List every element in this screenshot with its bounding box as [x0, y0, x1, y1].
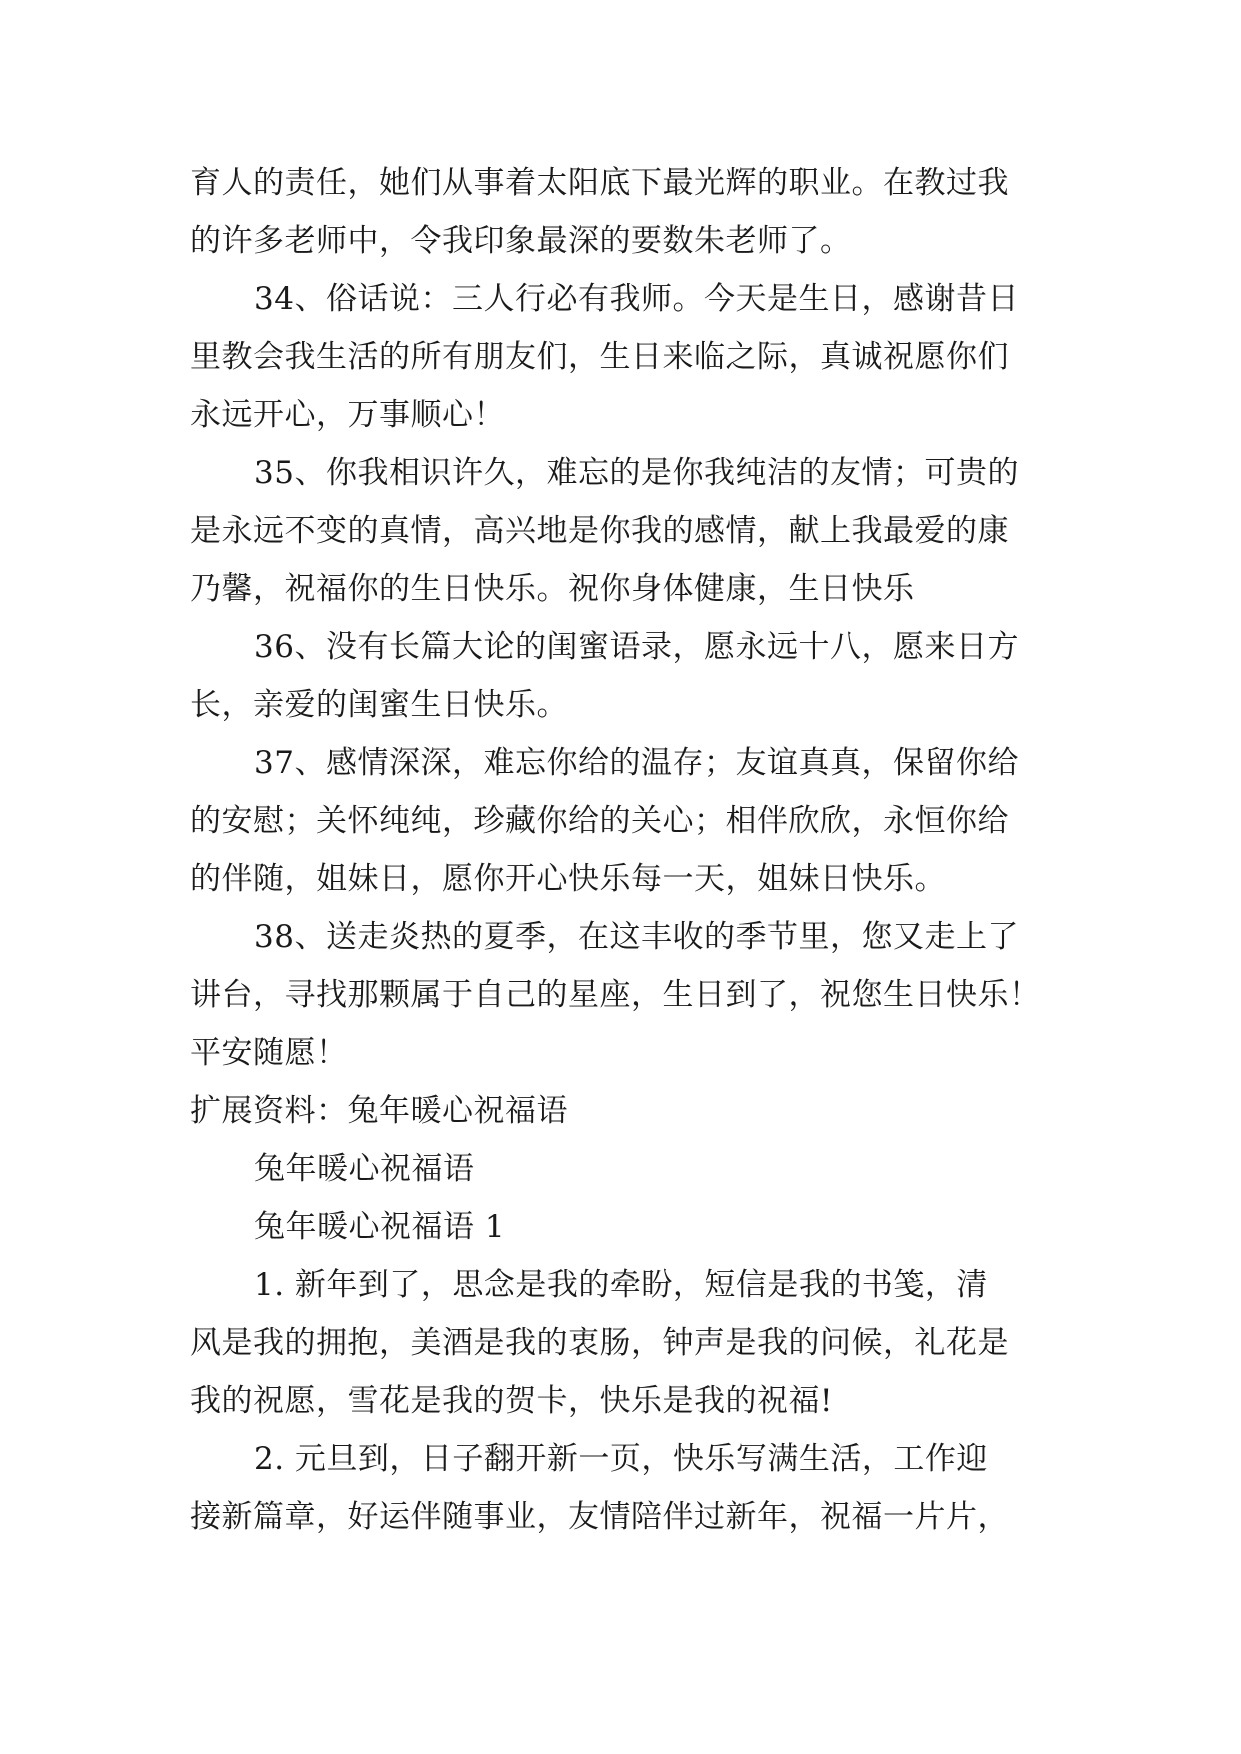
text-line: 是永远不变的真情，高兴地是你我的感情，献上我最爱的康: [190, 513, 1009, 549]
text-line: 长，亲爱的闺蜜生日快乐。: [190, 687, 568, 723]
text-line: 的伴随，姐妹日，愿你开心快乐每一天，姐妹日快乐。: [190, 861, 946, 897]
text-line: 35、你我相识许久，难忘的是你我纯洁的友情；可贵的: [254, 455, 1019, 491]
text-line: 讲台，寻找那颗属于自己的星座，生日到了，祝您生日快乐！: [190, 977, 1041, 1013]
text-line: 36、没有长篇大论的闺蜜语录，愿永远十八，愿来日方: [254, 629, 1019, 665]
text-line: 接新篇章，好运伴随事业，友情陪伴过新年，祝福一片片，: [190, 1499, 1009, 1535]
subsection-title: 兔年暖心祝福语 1: [254, 1209, 506, 1245]
text-line: 我的祝愿，雪花是我的贺卡，快乐是我的祝福!: [190, 1383, 833, 1419]
text-line: 2. 元旦到，日子翻开新一页，快乐写满生活，工作迎: [254, 1441, 988, 1477]
text-line: 1. 新年到了，思念是我的牵盼，短信是我的书笺，清: [254, 1267, 988, 1303]
section-heading: 扩展资料：兔年暖心祝福语: [190, 1093, 568, 1129]
text-line: 的安慰；关怀纯纯，珍藏你给的关心；相伴欣欣，永恒你给: [190, 803, 1009, 839]
text-line: 里教会我生活的所有朋友们，生日来临之际，真诚祝愿你们: [190, 339, 1009, 375]
text-line: 永远开心，万事顺心！: [190, 397, 505, 433]
text-line: 的许多老师中，令我印象最深的要数朱老师了。: [190, 223, 852, 259]
text-line: 育人的责任，她们从事着太阳底下最光辉的职业。在教过我: [190, 165, 1009, 201]
subsection-title: 兔年暖心祝福语: [254, 1151, 475, 1187]
text-line: 38、送走炎热的夏季，在这丰收的季节里，您又走上了: [254, 919, 1019, 955]
text-line: 34、俗话说：三人行必有我师。今天是生日，感谢昔日: [254, 281, 1019, 317]
text-line: 平安随愿！: [190, 1035, 348, 1071]
text-line: 风是我的拥抱，美酒是我的衷肠，钟声是我的问候，礼花是: [190, 1325, 1009, 1361]
text-line: 乃馨，祝福你的生日快乐。祝你身体健康，生日快乐: [190, 571, 915, 607]
text-line: 37、感情深深，难忘你给的温存；友谊真真，保留你给: [254, 745, 1019, 781]
